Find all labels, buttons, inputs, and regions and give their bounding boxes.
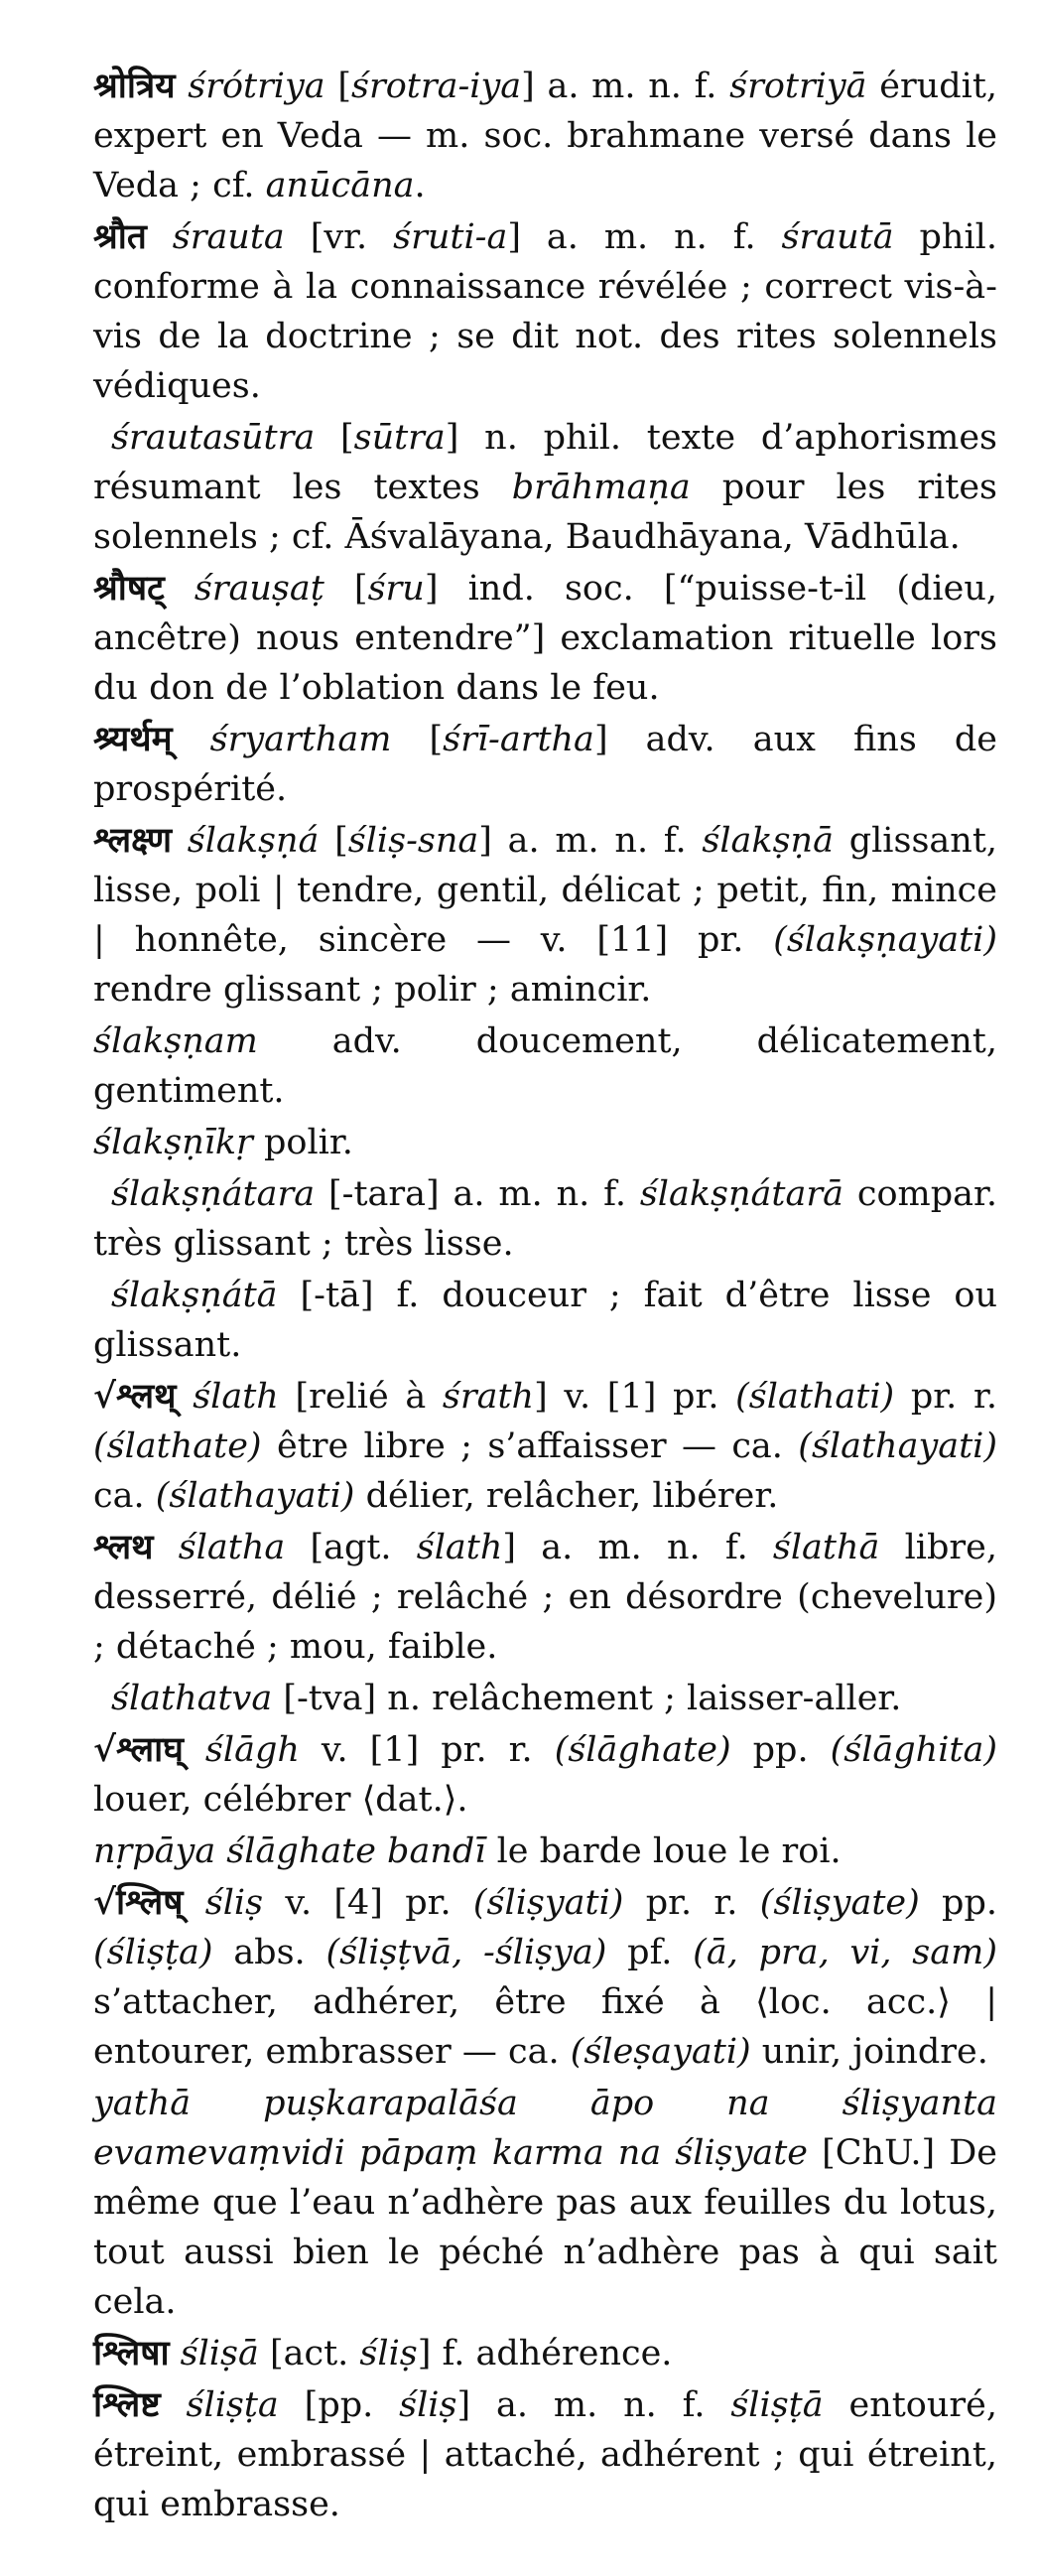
dictionary-entry	[93, 816, 997, 1015]
dictionary-entry	[93, 1118, 997, 1167]
entry-list	[93, 62, 997, 2529]
devanagari-headword: श्लथ	[93, 1527, 154, 1567]
definition-text: [	[319, 821, 348, 861]
italic-text: (ślathayati)	[155, 1476, 355, 1516]
definition-text: phil. conforme à la connaissance révélée ; correct vis-à-vis de la doctrine ; se dit not. des rites solennels védiques.	[93, 217, 997, 406]
definition-text: ] ind. soc. [“puisse-t-il (dieu, ancêtre) nous entendre”] exclamation rituelle lors du don de l’oblation dans le feu.	[93, 569, 997, 708]
definition-text: [-tara] a. m. n. f.	[315, 1174, 640, 1214]
italic-text: śruti-a	[393, 217, 508, 257]
italic-text: sūtra	[353, 418, 446, 458]
definition-text: ] f. adhérence.	[417, 2334, 673, 2373]
italic-text: (ślathati)	[735, 1377, 895, 1417]
transliterated-headword: ślath	[193, 1377, 279, 1417]
italic-text: śrath	[442, 1377, 535, 1417]
definition-text: [vr.	[284, 217, 394, 257]
dictionary-entry	[93, 62, 997, 210]
dictionary-entry	[93, 1725, 997, 1825]
transliterated-headword: ślakṣṇīkṛ	[93, 1123, 253, 1162]
transliterated-headword: śliṣṭa	[186, 2385, 279, 2425]
definition-text: [-tā] f. douceur ; fait d’être lisse ou glissant.	[93, 1276, 997, 1365]
definition-text: délier, relâcher, libérer.	[354, 1476, 779, 1516]
definition-text: unir, joindre.	[750, 2032, 988, 2072]
italic-text: yathā puṣkarapalāśa āpo na śliṣyanta evamevaṃvidi pāpaṃ karma na śliṣyate	[93, 2084, 997, 2173]
italic-text: (ślakṣṇayati)	[773, 920, 997, 960]
italic-text: brāhmaṇa	[511, 468, 691, 507]
transliterated-headword: śrótriya	[188, 67, 325, 106]
definition-text: ] n. phil. texte d’aphorismes résumant les textes	[93, 418, 997, 507]
transliterated-headword: śliṣā	[180, 2334, 259, 2373]
italic-text: (śliṣyate)	[759, 1883, 920, 1923]
definition-text: [act.	[258, 2334, 360, 2373]
devanagari-headword: √श्लिष्	[93, 1882, 184, 1923]
dictionary-entry	[93, 2079, 997, 2327]
definition-text: le barde loue le roi.	[485, 1831, 842, 1871]
italic-text: śrautā	[781, 217, 894, 257]
definition-text: pr. r.	[623, 1883, 760, 1923]
definition-text: louer, célébrer ⟨dat.⟩.	[93, 1780, 468, 1820]
definition-text: pp.	[919, 1883, 997, 1923]
italic-text: śrī-artha	[443, 720, 594, 759]
definition-text: [	[391, 720, 444, 759]
devanagari-headword: √श्लथ्	[93, 1376, 177, 1417]
definition-text: v. [1] pr. r.	[299, 1730, 555, 1770]
dictionary-entry	[93, 2329, 997, 2378]
definition-text: ] adv. aux fins de prospérité.	[93, 720, 997, 809]
italic-text: anūcāna	[265, 166, 415, 205]
italic-text: nṛpāya ślāghate bandī	[93, 1831, 486, 1871]
definition-text: ] a. m. n. f.	[456, 2385, 731, 2425]
definition-text: pf.	[606, 1933, 694, 1972]
transliterated-headword: śliṣ	[204, 1883, 264, 1923]
definition-text: ] a. m. n. f.	[507, 217, 782, 257]
devanagari-headword: श्रौषट्	[93, 568, 165, 609]
definition-text: ca.	[93, 1476, 156, 1516]
italic-text: śliṣṭā	[730, 2385, 824, 2425]
dictionary-entry	[93, 564, 997, 713]
transliterated-headword: śrauta	[172, 217, 285, 257]
transliterated-headword: ślakṣṇátā	[111, 1276, 278, 1315]
italic-text: śliṣ	[359, 2334, 418, 2373]
definition-text: pr. r.	[894, 1377, 997, 1417]
dictionary-entry	[93, 2380, 997, 2529]
definition-text: polir.	[252, 1123, 353, 1162]
devanagari-headword: श्लिष्ट	[93, 2384, 161, 2425]
definition-text: [relié à	[278, 1377, 443, 1417]
italic-text: ślath	[416, 1528, 503, 1567]
definition-text: rendre glissant ; polir ; amincir.	[93, 970, 652, 1010]
devanagari-headword: श्र्यर्थम्	[93, 719, 173, 759]
definition-text: abs.	[212, 1933, 326, 1972]
definition-text: ] a. m. n. f.	[521, 67, 730, 106]
dictionary-entry	[93, 715, 997, 814]
italic-text: śru	[367, 569, 425, 609]
transliterated-headword: śrauṣaṭ	[194, 569, 324, 609]
definition-text: [ChU.] De même que l’eau n’adhère pas aux feuilles du lotus, tout aussi bien le péché n’adhère pas à qui sait cela.	[93, 2133, 997, 2322]
definition-text: pp.	[730, 1730, 831, 1770]
dictionary-entry	[93, 1827, 997, 1876]
transliterated-headword: ślakṣṇátara	[111, 1174, 316, 1214]
transliterated-headword: śrautasūtra	[111, 418, 316, 458]
definition-text: [agt.	[285, 1528, 417, 1567]
italic-text: (śliṣṭa)	[93, 1933, 213, 1972]
transliterated-headword: ślatha	[178, 1528, 286, 1567]
italic-text: ślakṣṇā	[702, 821, 834, 861]
italic-text: śrotra-iya	[351, 67, 522, 106]
transliterated-headword: ślakṣṇá	[187, 821, 320, 861]
devanagari-headword: श्लिषा	[93, 2333, 170, 2373]
devanagari-headword: श्रोत्रिय	[93, 66, 176, 106]
definition-text: [	[324, 67, 352, 106]
italic-text: (ślāghita)	[830, 1730, 997, 1770]
devanagari-headword: श्लक्ष्ण	[93, 820, 173, 861]
definition-text: être libre ; s’affaisser — ca.	[261, 1426, 799, 1466]
dictionary-entry	[93, 1271, 997, 1370]
dictionary-entry	[93, 1523, 997, 1672]
transliterated-headword: śryartham	[209, 720, 392, 759]
definition-text: ] a. m. n. f.	[478, 821, 703, 861]
italic-text: ślathā	[772, 1528, 880, 1567]
devanagari-headword: √श्लाघ्	[93, 1729, 184, 1770]
dictionary-entry	[93, 1169, 997, 1269]
definition-text: glissant, lisse, poli | tendre, gentil, délicat ; petit, fin, mince | honnête, sincère — v. [11] pr.	[93, 821, 998, 960]
italic-text: (ślāghate)	[554, 1730, 731, 1770]
italic-text: (śleṣayati)	[570, 2032, 751, 2072]
italic-text: ślakṣṇátarā	[639, 1174, 843, 1214]
dictionary-entry	[93, 1372, 997, 1521]
italic-text: (ā, pra, vi, sam)	[693, 1933, 997, 1972]
definition-text: ] a. m. n. f.	[502, 1528, 773, 1567]
definition-text: érudit, expert en Veda — m. soc. brahmane versé dans le Veda ; cf.	[93, 67, 998, 205]
definition-text: libre, desserré, délié ; relâché ; en désordre (chevelure) ; détaché ; mou, faible.	[93, 1528, 997, 1667]
definition-text: v. [4] pr.	[263, 1883, 473, 1923]
definition-text: compar. très glissant ; très lisse.	[93, 1174, 997, 1264]
definition-text: [	[315, 418, 354, 458]
transliterated-headword: ślathatva	[111, 1679, 273, 1718]
dictionary-entry	[93, 1017, 997, 1116]
italic-text: (ślathayati)	[798, 1426, 997, 1466]
transliterated-headword: ślāgh	[204, 1730, 300, 1770]
definition-text: [-tva] n. relâchement ; laisser-aller.	[272, 1679, 902, 1718]
definition-text: adv. doucement, délicatement, gentiment.	[93, 1021, 997, 1111]
definition-text: s’attacher, adhérer, être fixé à ⟨loc. acc.⟩ | entourer, embrasser — ca.	[93, 1982, 997, 2072]
definition-text: ] v. [1] pr.	[534, 1377, 736, 1417]
definition-text: .	[414, 166, 426, 205]
definition-text: pour les rites solennels ; cf. Āśvalāyana, Baudhāyana, Vādhūla.	[93, 468, 997, 557]
italic-text: śrotriyā	[729, 67, 867, 106]
definition-text: [	[324, 569, 368, 609]
dictionary-entry	[93, 212, 997, 411]
dictionary-entry	[93, 1674, 997, 1723]
devanagari-headword: श्रौत	[93, 216, 147, 257]
definition-text: entouré, étreint, embrassé | attaché, adhérent ; qui étreint, qui embrasse.	[93, 2385, 997, 2524]
italic-text: śliṣ	[399, 2385, 457, 2425]
italic-text: (ślathate)	[93, 1426, 262, 1466]
italic-text: (śliṣṭvā, -śliṣya)	[325, 1933, 607, 1972]
italic-text: (śliṣyati)	[472, 1883, 624, 1923]
definition-text: [pp.	[278, 2385, 400, 2425]
dictionary-entry	[93, 1878, 997, 2077]
transliterated-headword: ślakṣṇam	[93, 1021, 258, 1061]
dictionary-entry	[93, 413, 997, 562]
italic-text: śliṣ-sna	[347, 821, 479, 861]
